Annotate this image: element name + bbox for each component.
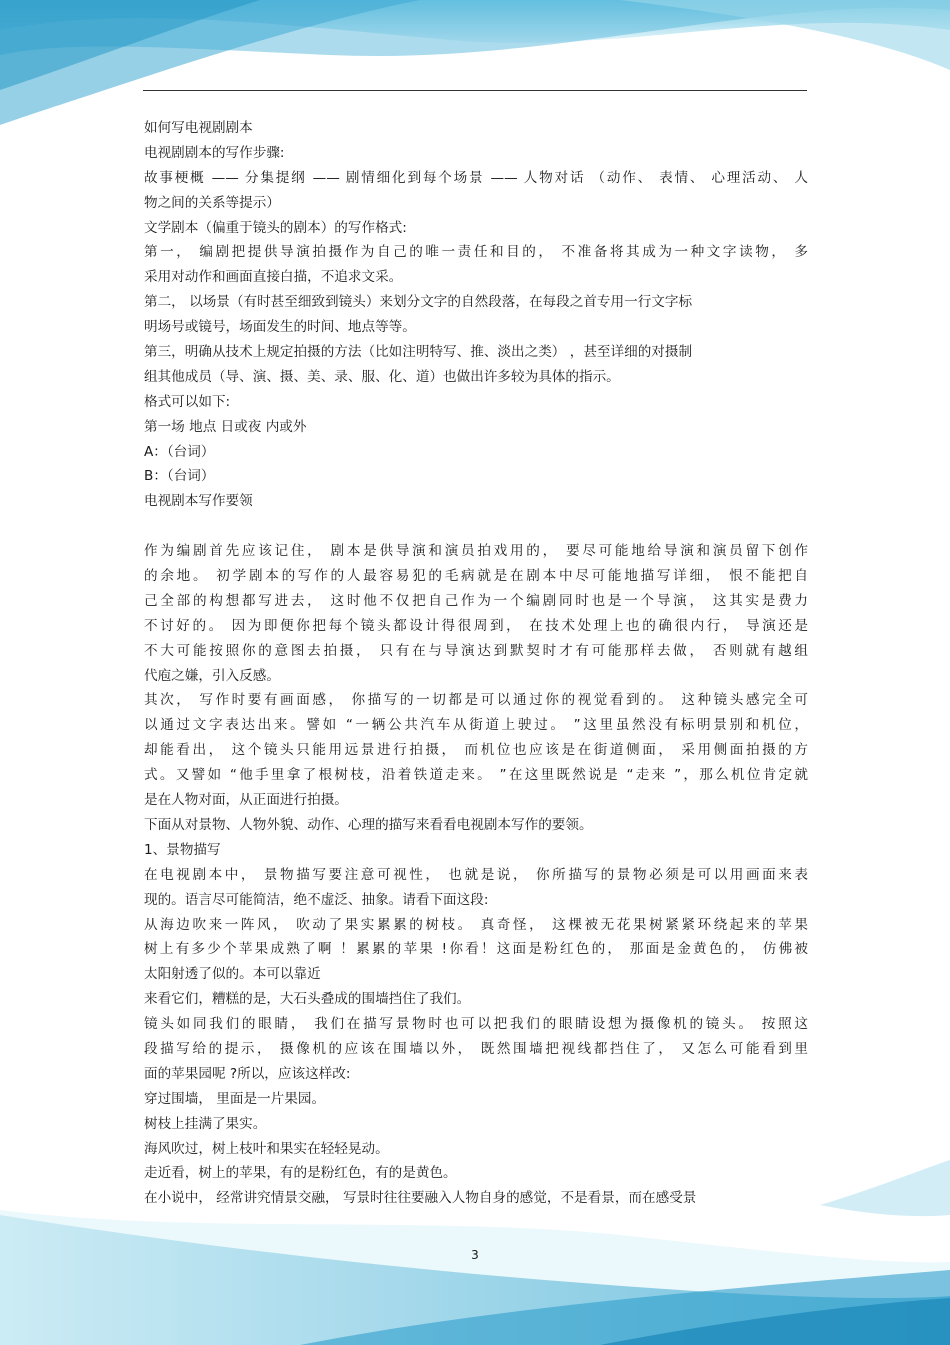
text-line: 采用对动作和画面直接白描，不追求文采。: [144, 269, 403, 286]
text-line: 其次， 写作时要有画面感， 你描写的一切都是可以通过你的视觉看到的。 这种镜头感完全可: [144, 692, 808, 709]
section-heading-format: 文学剧本（偏重于镜头的剧本）的写作格式:: [144, 219, 407, 236]
text-line: 以通过文字表达出来。譬如 “一辆公共汽车从街道上驶过。 ”这里虽然没有标明景别和机位，: [144, 717, 808, 734]
text-line: 树上有多少个苹果成熟了啊 ！累累的苹果 !你看！这面是粉红色的， 那面是金黄色的， 仿佛被: [144, 941, 808, 958]
section-heading-steps: 电视剧剧本的写作步骤:: [144, 144, 285, 161]
text-line: 是在人物对面，从正面进行拍摄。: [144, 792, 348, 809]
text-line: 海风吹过，树上枝叶和果实在轻轻晃动。: [144, 1140, 389, 1157]
text-line: 格式可以如下:: [144, 393, 231, 410]
format-example: B：（台词）: [144, 468, 215, 485]
text-line: 现的。语言尽可能简洁，绝不虚泛、抽象。请看下面这段:: [144, 891, 489, 908]
text-line: 第三，明确从技术上规定拍摄的方法（比如注明特写、推、淡出之类） ，甚至详细的对摄制: [144, 344, 693, 361]
text-line: 物之间的关系等提示）: [144, 194, 280, 211]
text-line: 不大可能按照你的意图去拍摄， 只有在与导演达到默契时才有可能那样去做， 否则就有越组: [144, 642, 808, 659]
text-line: 面的苹果园呢 ?所以，应该这样改:: [144, 1065, 351, 1082]
text-line: 的余地。 初学剧本的写作的人最容易犯的毛病就是在剧本中尽可能地描写详细， 恨不能把自: [144, 568, 808, 585]
text-line: 故事梗概 —— 分集提纲 —— 剧情细化到每个场景 —— 人物对话 （动作、 表情、 心理活动、 人: [144, 169, 808, 186]
text-line: 树枝上挂满了果实。: [144, 1115, 267, 1132]
text-line: 代庖之嫌，引入反感。: [144, 667, 280, 684]
section-heading-essentials: 电视剧本写作要领: [144, 493, 253, 510]
doc-title: 如何写电视剧剧本: [144, 120, 253, 136]
text-line: 在电视剧本中， 景物描写要注意可视性， 也就是说， 你所描写的景物必须是可以用画面来表: [144, 866, 808, 883]
text-line: 作为编剧首先应该记住， 剧本是供导演和演员拍戏用的， 要尽可能地给导演和演员留下创作: [144, 543, 808, 560]
text-line: 己全部的构想都写进去， 这时他不仅把自己作为一个编剧同时也是一个导演， 这其实是费力: [144, 592, 808, 609]
text-line: 太阳射透了似的。本可以靠近: [144, 966, 321, 983]
format-example: A：（台词）: [144, 443, 215, 460]
text-line: 组其他成员（导、演、摄、美、录、服、化、道）也做出许多较为具体的指示。: [144, 368, 620, 385]
text-line: 第二， 以场景（有时甚至细致到镜头）来划分文字的自然段落，在每段之首专用一行文字标: [144, 294, 693, 311]
text-line: 不讨好的。 因为即便你把每个镜头都设计得很周到， 在技术处理上也的确很内行， 导演还是: [144, 617, 808, 634]
text-line: 来看它们，糟糕的是，大石头叠成的围墙挡住了我们。: [144, 991, 471, 1008]
text-line: 下面从对景物、人物外貌、动作、心理的描写来看看电视剧本写作的要领。: [144, 816, 593, 833]
format-example: 第一场 地点 日或夜 内或外: [144, 418, 307, 435]
blank-line: [144, 514, 808, 539]
text-line: 却能看出， 这个镜头只能用远景进行拍摄， 而机位也应该是在街道侧面， 采用侧面拍摄的方: [144, 742, 808, 759]
text-line: 第一， 编剧把提供导演拍摄作为自己的唯一责任和目的， 不准备将其成为一种文字读物， 多: [144, 244, 808, 261]
text-line: 在小说中， 经常讲究情景交融， 写景时往往要融入人物自身的感觉，不是看景，而在感受景: [144, 1190, 697, 1207]
text-line: 从海边吹来一阵风， 吹动了果实累累的树枝。 真奇怪， 这棵被无花果树紧紧环绕起来的苹果: [144, 916, 808, 933]
section-heading-scenery: 1、景物描写: [144, 841, 221, 858]
text-line: 走近看，树上的苹果，有的是粉红色，有的是黄色。: [144, 1165, 457, 1182]
text-line: 穿过围墙， 里面是一片果园。: [144, 1090, 326, 1107]
document-body: [144, 116, 808, 1211]
page-number: 3: [471, 1248, 479, 1262]
text-line: 段描写给的提示， 摄像机的应该在围墙以外， 既然围墙把视线都挡住了， 又怎么可能看到里: [144, 1040, 808, 1057]
text-line: 镜头如同我们的眼睛， 我们在描写景物时也可以把我们的眼睛设想为摄像机的镜头。 按照这: [144, 1016, 808, 1033]
header-rule: [143, 90, 807, 91]
text-line: 式。又譬如 “他手里拿了根树枝，沿着铁道走来。 ”在这里既然说是 “走来 ”，那么机位肯定就: [144, 767, 808, 784]
text-line: 明场号或镜号，场面发生的时间、地点等等。: [144, 319, 416, 336]
